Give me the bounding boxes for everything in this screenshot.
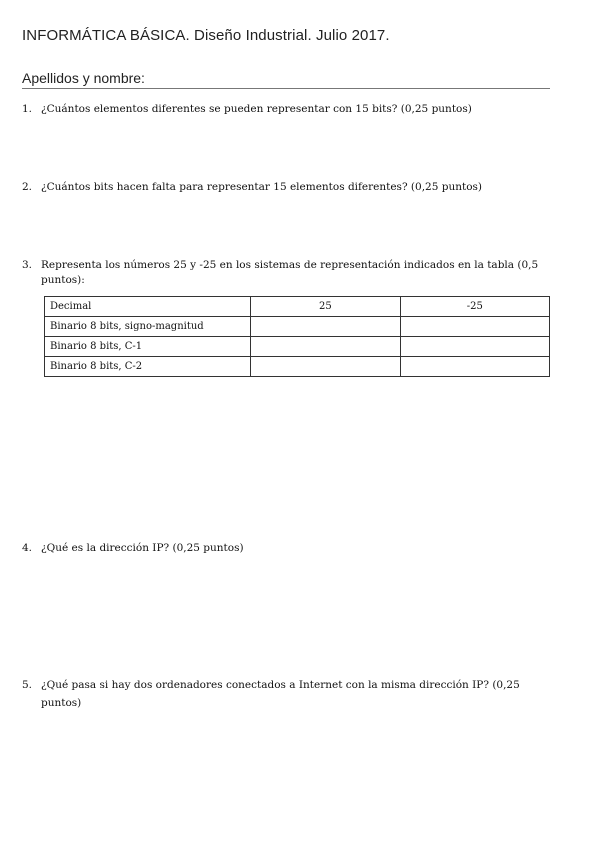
table-header-cell: -25 [400, 297, 549, 317]
table-row [45, 357, 550, 377]
table-row-label: Binario 8 bits, signo-magnitud [45, 317, 251, 337]
answer-cell[interactable] [251, 357, 400, 377]
name-line [22, 88, 550, 89]
table-header-row [45, 297, 550, 317]
table-header-cell: Decimal [45, 297, 251, 317]
answer-cell[interactable] [251, 337, 400, 357]
table-row-label: Binario 8 bits, C-1 [45, 337, 251, 357]
table-row-label: Binario 8 bits, C-2 [45, 357, 251, 377]
answer-cell[interactable] [400, 357, 549, 377]
question-text: Representa los números 25 y -25 en los sistemas de representación indicados en la tabla (0,5 puntos): [41, 259, 539, 286]
question-4 [22, 541, 552, 556]
answer-cell[interactable] [400, 337, 549, 357]
table-row [45, 337, 550, 357]
exam-title: INFORMÁTICA BÁSICA. Diseño Industrial. Julio 2017. [22, 27, 390, 44]
answer-cell[interactable] [251, 317, 400, 337]
representation-table [44, 296, 550, 377]
question-3 [22, 258, 552, 288]
question-number: 1. [22, 103, 33, 115]
question-5 [22, 676, 552, 712]
question-text: ¿Cuántos bits hacen falta para representar 15 elementos diferentes? (0,25 puntos) [41, 181, 482, 193]
question-1 [22, 102, 552, 117]
question-number: 4. [22, 542, 33, 554]
name-label: Apellidos y nombre: [22, 70, 145, 86]
table-row [45, 317, 550, 337]
question-text: ¿Cuántos elementos diferentes se pueden representar con 15 bits? (0,25 puntos) [41, 103, 472, 115]
answer-cell[interactable] [400, 317, 549, 337]
question-text: ¿Qué pasa si hay dos ordenadores conectados a Internet con la misma dirección IP? (0,25 puntos) [41, 679, 520, 709]
question-number: 3. [22, 259, 33, 271]
table-header-cell: 25 [251, 297, 400, 317]
question-2 [22, 180, 552, 195]
question-text: ¿Qué es la dirección IP? (0,25 puntos) [41, 542, 244, 554]
question-number: 5. [22, 679, 33, 691]
question-number: 2. [22, 181, 33, 193]
